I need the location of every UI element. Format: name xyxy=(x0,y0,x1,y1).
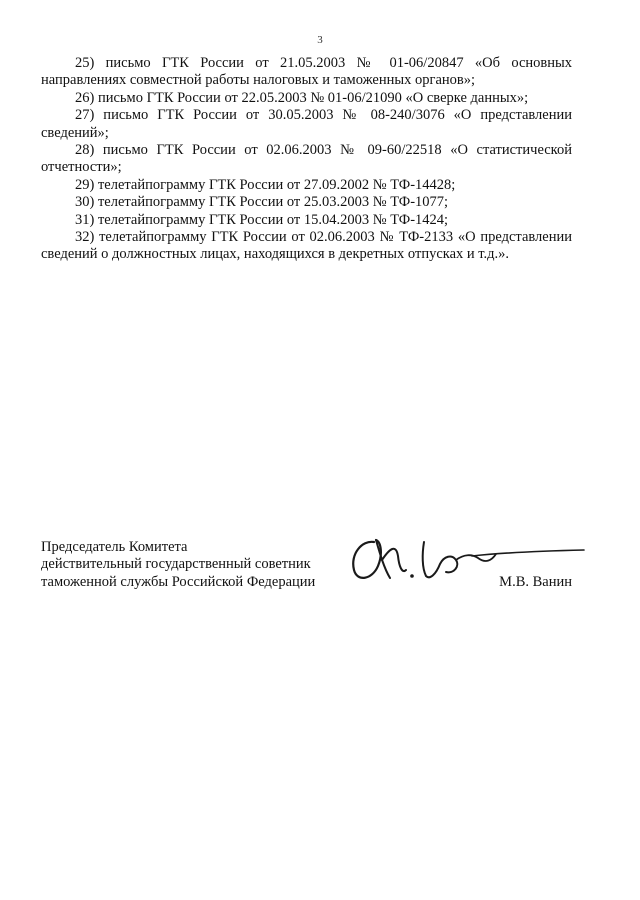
signer-title-line: действительный государственный советник xyxy=(41,556,311,572)
handwritten-signature xyxy=(340,520,600,595)
list-item: 26) письмо ГТК России от 22.05.2003 № 01-06/21090 «О сверке данных»; xyxy=(75,89,529,106)
signer-title-line: таможенной службы Российской Федерации xyxy=(41,574,316,590)
signer-title-line: Председатель Комитета xyxy=(41,539,188,555)
list-item: 29) телетайпограмму ГТК России от 27.09.2002 № ТФ-14428; xyxy=(75,176,456,193)
list-item: 28) письмо ГТК России от 02.06.2003 № 09-60/22518 «О статистической отчетности»; xyxy=(41,142,572,176)
list-item: 31) телетайпограмму ГТК России от 15.04.2003 № ТФ-1424; xyxy=(75,211,449,228)
list-item: 30) телетайпограмму ГТК России от 25.03.2003 № ТФ-1077; xyxy=(75,194,449,211)
page-number: 3 xyxy=(317,34,323,46)
list-item: 27) письмо ГТК России от 30.05.2003 № 08-240/3076 «О представлении сведений»; xyxy=(41,107,572,141)
signer-name: М.В. Ванин xyxy=(499,574,572,590)
document-list xyxy=(41,55,572,264)
list-item: 25) письмо ГТК России от 21.05.2003 № 01-06/20847 «Об основных направлениях совместной работы налоговых и таможенных органов»; xyxy=(41,55,572,89)
list-item: 32) телетайпограмму ГТК России от 02.06.2003 № ТФ-2133 «О представлении сведений о должностных лицах, находящихся в декретных отпусках и т.д.». xyxy=(41,229,572,263)
